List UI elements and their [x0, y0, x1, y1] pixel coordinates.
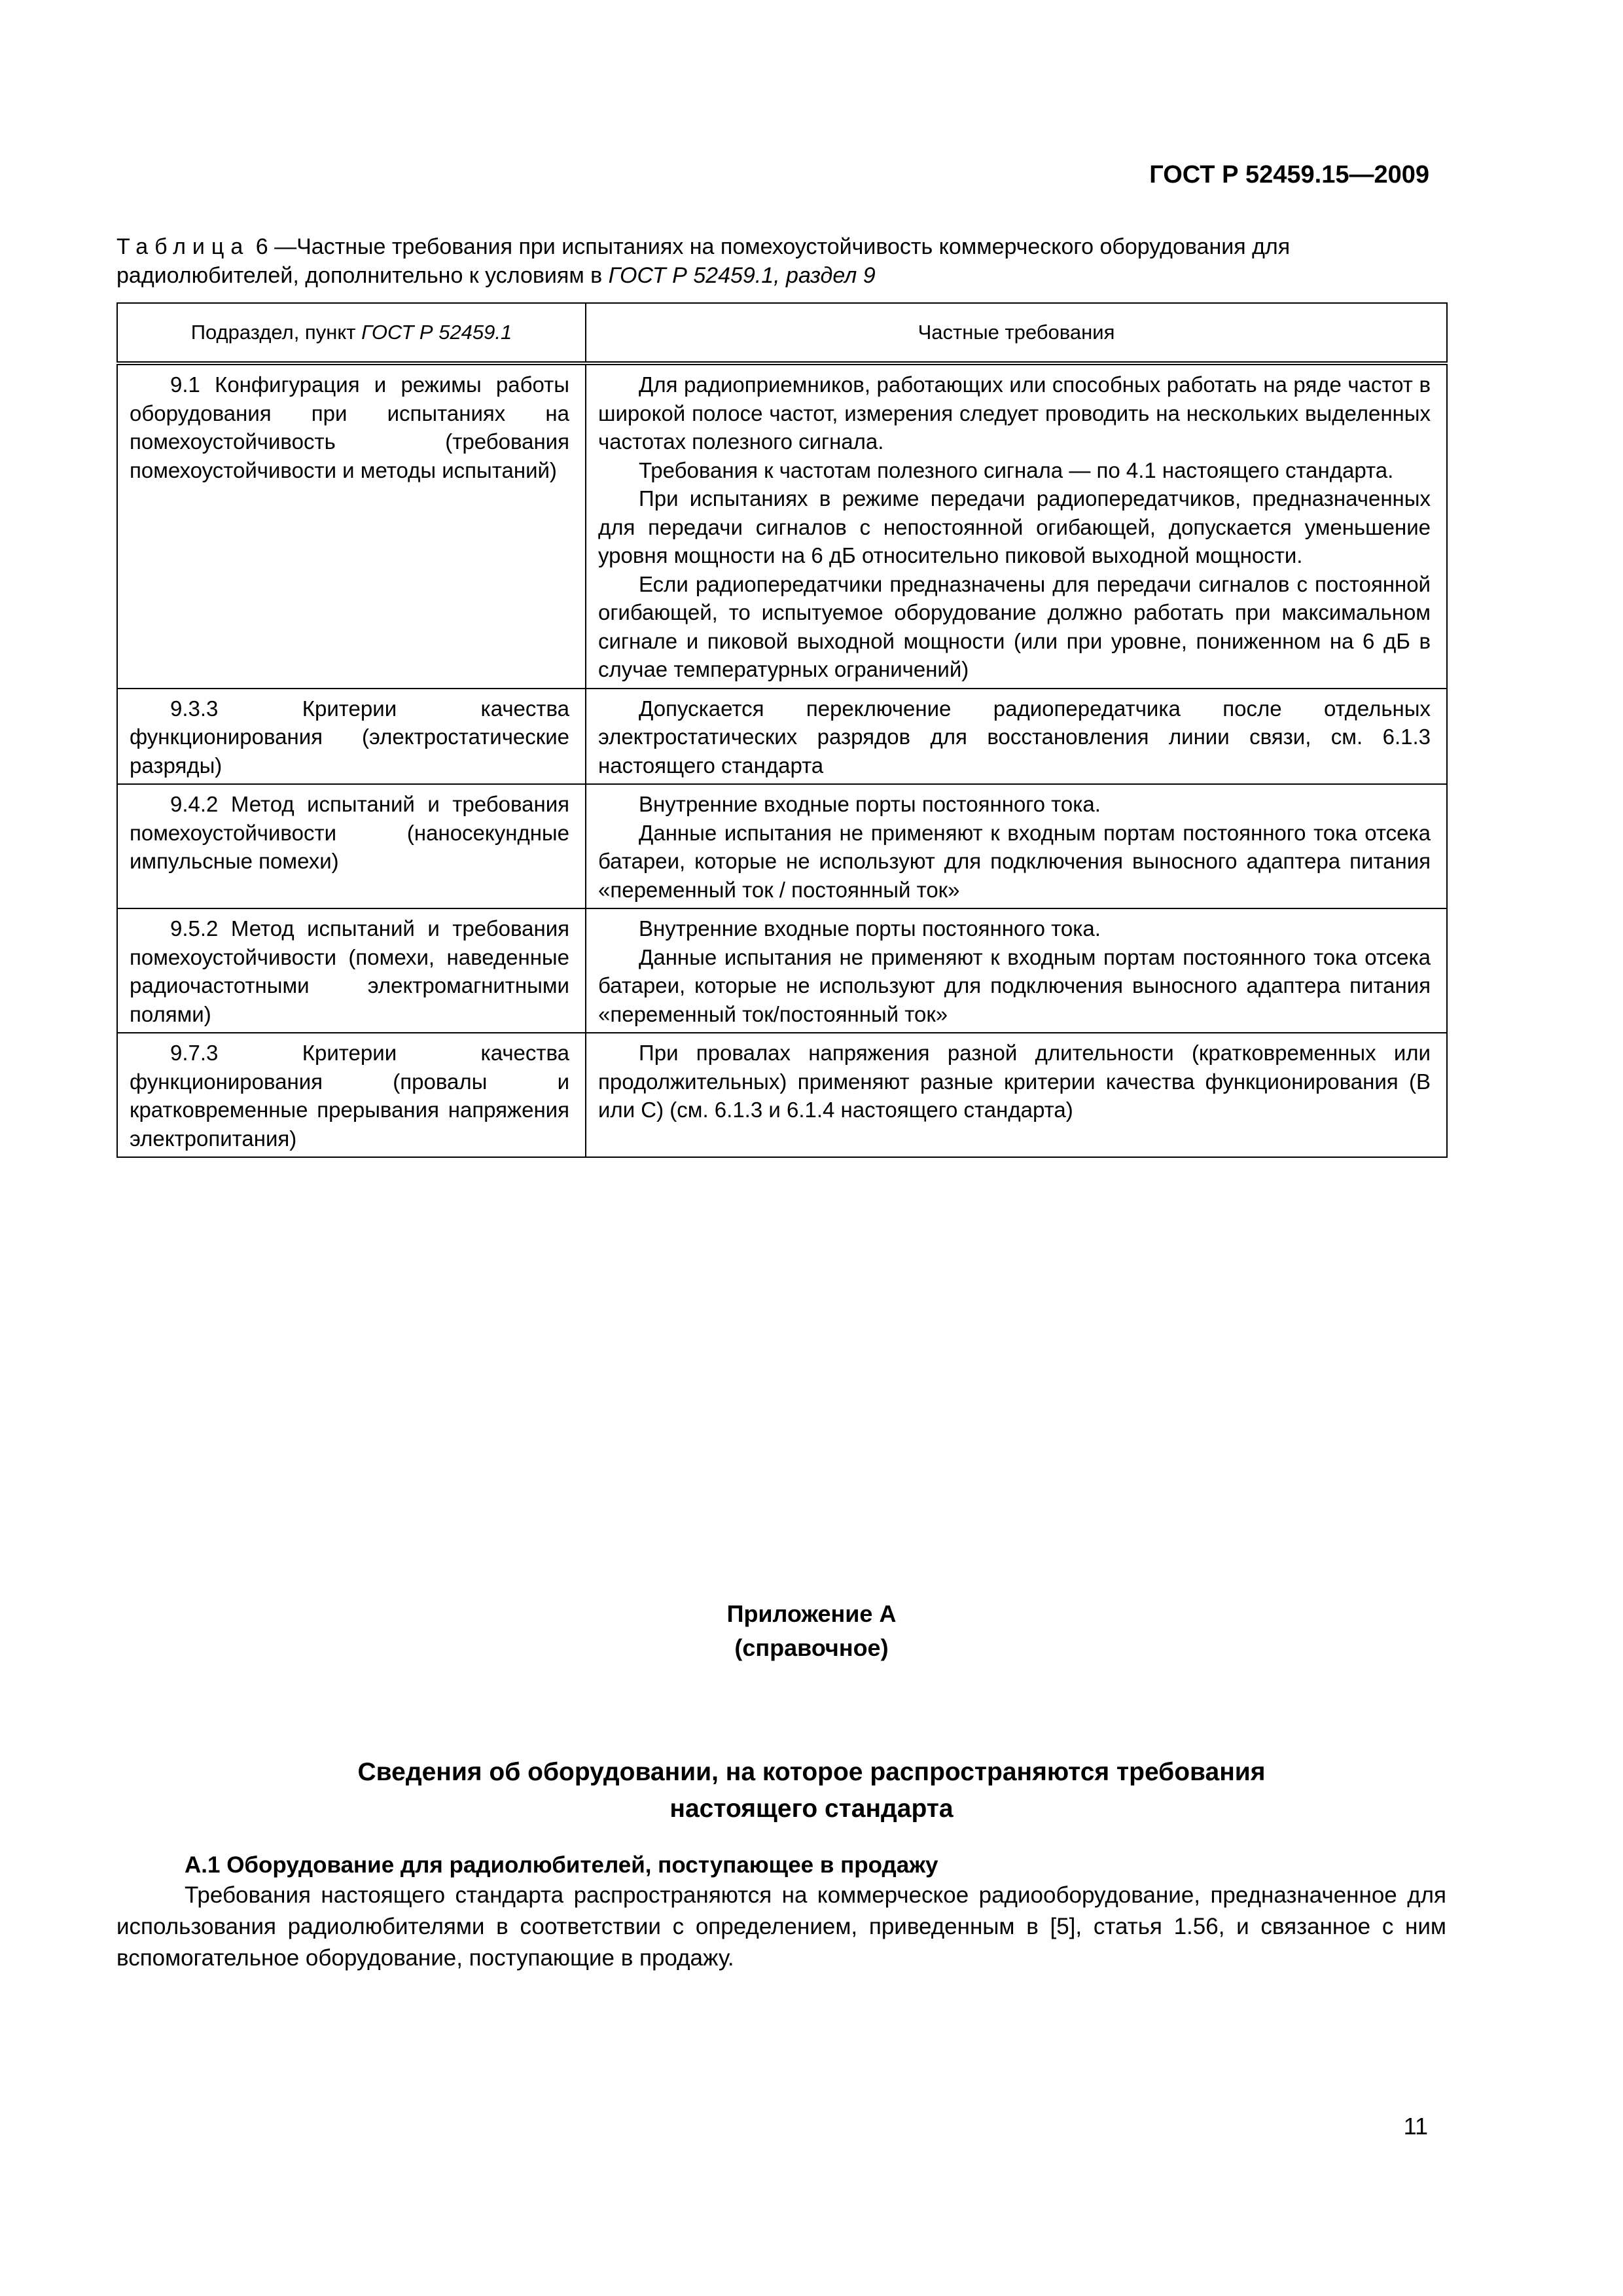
requirement-paragraph: Требования к частотам полезного сигнала — по 4.1 настоящего стандарта.: [639, 457, 1394, 482]
table-caption-text: —Частные требования при испытаниях на помехоустойчивость коммерческого оборудования для радиолюбителей, дополнительно к условиям в: [116, 234, 1291, 288]
subsection-heading: А.1 Оборудование для радиолюбителей, поступающее в продажу: [185, 1852, 938, 1878]
table-header-clause-ref: ГОСТ Р 52459.1: [361, 321, 512, 344]
clause-text: 9.1 Конфигурация и режимы работы оборудования при испытаниях на помехоустойчивость (требования помехоустойчивости и методы испытаний): [130, 372, 569, 482]
requirement-paragraph: Данные испытания не применяют к входным портам постоянного тока отсека батареи, которые не используют для подключения выносного адаптера питания «переменный ток / постоянный ток»: [598, 820, 1431, 902]
appendix-title: Приложение А: [726, 1600, 897, 1627]
requirement-paragraph: Допускается переключение радиопередатчика после отдельных электростатических разрядов для восстановления линии связи, см. 6.1.3 настоящего стандарта: [598, 696, 1431, 778]
appendix-subtitle: (справочное): [734, 1634, 889, 1661]
table-cell-requirements: [586, 363, 1447, 689]
table-cell-clause: [117, 1033, 586, 1157]
table-caption-label: Таблица: [116, 234, 250, 259]
table-cell-requirements: [586, 1033, 1447, 1157]
section-title-line: Сведения об оборудовании, на которое распространяются требования: [357, 1758, 1266, 1786]
clause-text: 9.3.3 Критерии качества функционирования (электростатические разряды): [130, 696, 569, 778]
requirement-paragraph: Для радиоприемников, работающих или способных работать на ряде частот в широкой полосе частот, измерения следует проводить на нескольких выделенных частотах полезного сигнала.: [598, 372, 1431, 454]
table-cell-requirements: [586, 908, 1447, 1033]
table-row: [117, 1033, 1447, 1157]
requirement-paragraph: При испытаниях в режиме передачи радиопередатчиков, предназначенных для передачи сигналов с непостоянной огибающей, допускается уменьшение уровня мощности на 6 дБ относительно пиковой выходной мощности.: [598, 486, 1431, 567]
table-cell-clause: [117, 689, 586, 785]
table-header-row: [117, 303, 1447, 363]
table-caption-ref: ГОСТ Р 52459.1, раздел 9: [608, 263, 876, 288]
table-cell-requirements: [586, 784, 1447, 908]
requirement-paragraph: При провалах напряжения разной длительности (кратковременных или продолжительных) применяют разные критерии качества функционирования (В или С) (см. 6.1.3 и 6.1.4 настоящего стандарта): [598, 1041, 1431, 1122]
table-row: [117, 689, 1447, 785]
table-row: [117, 908, 1447, 1033]
subsection-paragraph: Требования настоящего стандарта распространяются на коммерческое радиооборудование, предназначенное для использования радиолюбителями в соответствии с определением, приведенным в [5], статья 1.56, и связанное с ним вспомогательное оборудование, поступающие в продажу.: [116, 1882, 1446, 1971]
requirement-paragraph: Если радиопередатчики предназначены для передачи сигналов с постоянной огибающей, то испытуемое оборудование должно работать при максимальном сигнале и пиковой выходной мощности (или при уровне, пониженном на 6 дБ в случае температурных ограничений): [598, 571, 1431, 681]
table-row: [117, 784, 1447, 908]
requirements-table: [116, 302, 1448, 1158]
table-header-clause: [117, 303, 586, 363]
clause-text: 9.7.3 Критерии качества функционирования (провалы и кратковременные прерывания напряжения электропитания): [130, 1041, 569, 1151]
table-header-clause-prefix: Подраздел, пункт: [190, 321, 362, 344]
page-number: 11: [1403, 2113, 1428, 2140]
table-cell-clause: [117, 908, 586, 1033]
table-row: [117, 363, 1447, 689]
table-caption-number: 6: [255, 234, 268, 259]
clause-text: 9.4.2 Метод испытаний и требования помехоустойчивости (наносекундные импульсные помехи): [130, 792, 569, 873]
requirement-paragraph: Внутренние входные порты постоянного тока.: [639, 792, 1101, 816]
table-cell-requirements: [586, 689, 1447, 785]
section-title: [0, 1754, 1623, 1827]
table-cell-clause: [117, 363, 586, 689]
table-caption: [116, 232, 1445, 290]
requirement-paragraph: Внутренние входные порты постоянного тока.: [639, 916, 1101, 941]
clause-text: 9.5.2 Метод испытаний и требования помехоустойчивости (помехи, наведенные радиочастотными электромагнитными полями): [130, 916, 569, 1026]
standard-code: ГОСТ Р 52459.15—2009: [1149, 161, 1429, 188]
requirement-paragraph: Данные испытания не применяют к входным портам постоянного тока отсека батареи, которые не используют для подключения выносного адаптера питания «переменный ток/постоянный ток»: [598, 944, 1431, 1026]
appendix-heading: [0, 1597, 1623, 1665]
table-cell-clause: [117, 784, 586, 908]
section-title-line: настоящего стандарта: [669, 1795, 954, 1823]
table-header-requirements: Частные требования: [586, 303, 1447, 363]
